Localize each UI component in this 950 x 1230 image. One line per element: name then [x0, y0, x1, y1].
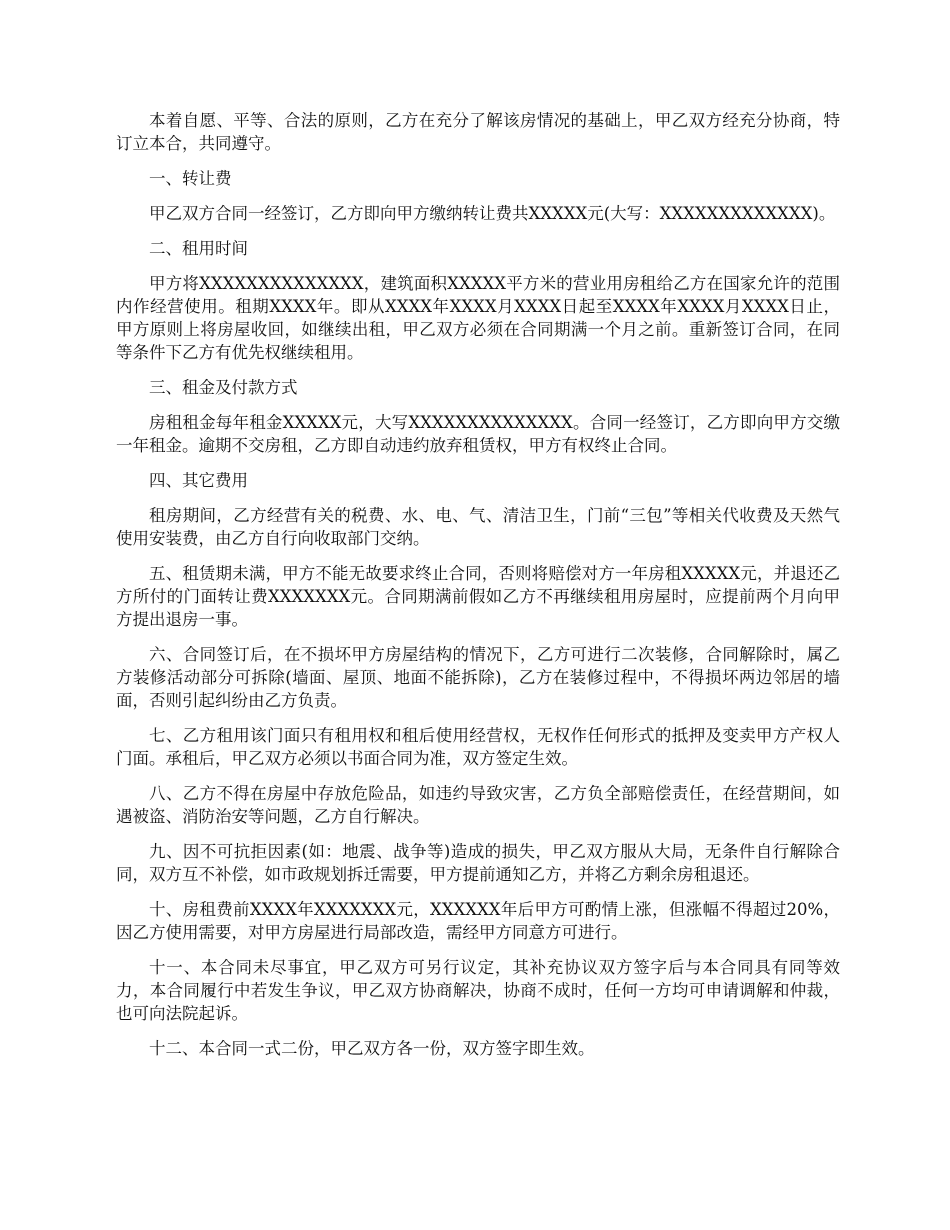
clause-5-paragraph: 五、租赁期未满，甲方不能无故要求终止合同，否则将赔偿对方一年房租XXXXX元，并退还乙方所付的门面转让费XXXXXXX元。合同期满前假如乙方不再继续租用房屋时，应提前两个月向甲方提出退房一事。 — [116, 564, 840, 629]
section-heading-rent-payment: 三、租金及付款方式 — [149, 378, 298, 397]
other-fees-paragraph: 租房期间，乙方经营有关的税费、水、电、气、清洁卫生，门前“三包”等相关代收费及天然气使用安装费，由乙方自行向收取部门交纳。 — [116, 506, 840, 548]
clause-11-paragraph: 十一、本合同未尽事宜，甲乙双方可另行议定，其补充协议双方签字后与本合同具有同等效力，本合同履行中若发生争议，甲乙双方协商解决，协商不成时，任何一方均可申请调解和仲裁，也可向法院起诉。 — [116, 958, 840, 1023]
intro-paragraph: 本着自愿、平等、合法的原则，乙方在充分了解该房情况的基础上，甲乙双方经充分协商，特订立本合，共同遵守。 — [116, 111, 840, 153]
clause-9-paragraph: 九、因不可抗拒因素(如：地震、战争等)造成的损失，甲乙双方服从大局，无条件自行解除合同，双方互不补偿，如市政规划拆迁需要，甲方提前通知乙方，并将乙方剩余房租退还。 — [116, 842, 840, 884]
section-heading-lease-term: 二、租用时间 — [149, 239, 248, 258]
clause-6-paragraph: 六、合同签订后，在不损坏甲方房屋结构的情况下，乙方可进行二次装修，合同解除时，属乙方装修活动部分可拆除(墙面、屋顶、地面不能拆除)，乙方在装修过程中，不得损坏两边邻居的墙面，否则引起纠纷由乙方负责。 — [116, 645, 840, 710]
rent-payment-paragraph: 房租租金每年租金XXXXX元，大写XXXXXXXXXXXXXX。合同一经签订，乙方即向甲方交缴一年租金。逾期不交房租，乙方即自动违约放弃租赁权，甲方有权终止合同。 — [116, 413, 840, 455]
document-body — [116, 109, 840, 1072]
section-heading-other-fees: 四、其它费用 — [149, 471, 248, 490]
clause-8-paragraph: 八、乙方不得在房屋中存放危险品，如违约导致灾害，乙方负全部赔偿责任，在经营期间，如遇被盗、消防治安等问题，乙方自行解决。 — [116, 784, 840, 826]
transfer-fee-paragraph: 甲乙双方合同一经签订，乙方即向甲方缴纳转让费共XXXXX元(大写：XXXXXXXXXXXXX)。 — [149, 204, 836, 223]
clause-12-paragraph: 十二、本合同一式二份，甲乙双方各一份，双方签字即生效。 — [149, 1039, 595, 1058]
clause-10-paragraph: 十、房租费前XXXX年XXXXXXX元，XXXXXX年后甲方可酌情上涨，但涨幅不得超过20%，因乙方使用需要，对甲方房屋进行局部改造，需经甲方同意方可进行。 — [116, 900, 840, 942]
clause-7-paragraph: 七、乙方租用该门面只有租用权和租后使用经营权，无权作任何形式的抵押及变卖甲方产权人门面。承租后，甲乙双方必须以书面合同为准，双方签定生效。 — [116, 726, 840, 768]
lease-term-paragraph: 甲方将XXXXXXXXXXXXXX，建筑面积XXXXX平方米的营业用房租给乙方在国家允许的范围内作经营使用。租期XXXX年。即从XXXX年XXXX月XXXX日起至XXXX年XXXX月XXXX日止，甲方原则上将房屋收回，如继续出租，甲乙双方必须在合同期满一个月之前。重新签订合同，在同等条件下乙方有优先权继续租用。 — [116, 274, 840, 362]
section-heading-transfer-fee: 一、转让费 — [149, 169, 232, 188]
